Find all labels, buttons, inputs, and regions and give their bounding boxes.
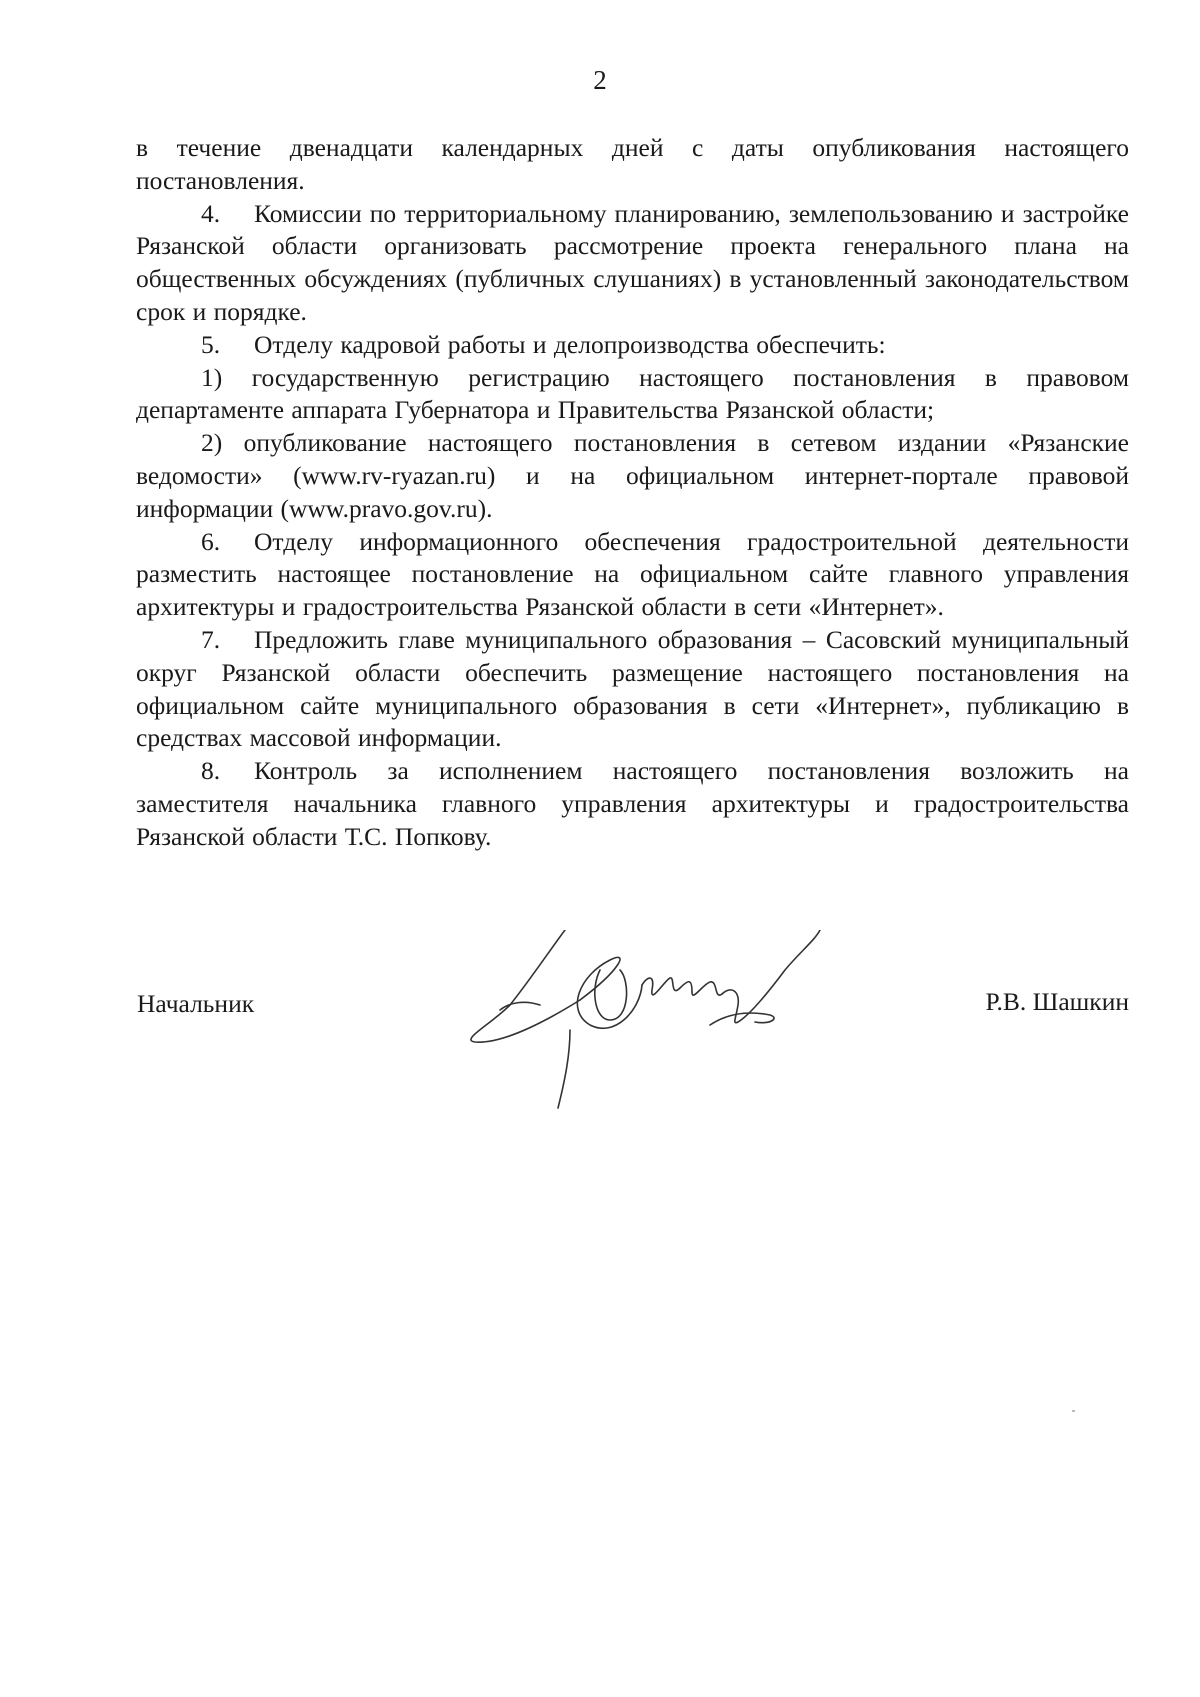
signatory-title: Начальник xyxy=(137,989,255,1018)
paragraph-8-number: 8. xyxy=(201,756,221,786)
paragraph-7-text: Предложить главе муниципального образования – Сасовский муниципальный округ Рязанской области обеспечить размещение настоящего постановления на официальном сайте муниципального образования в сети «Интернет», публикацию в средствах массовой информации. xyxy=(136,624,1129,753)
paragraph-7 xyxy=(136,624,1129,755)
page-number: 2 xyxy=(593,65,607,95)
scan-artifact xyxy=(1072,1410,1075,1412)
paragraph-8 xyxy=(136,755,1129,853)
paragraph-4-text: Комиссии по территориальному планированию, землепользованию и застройке Рязанской области организовать рассмотрение проекта генерального плана на общественных обсуждениях (публичных слушаниях) в установленный законодательством срок и порядке. xyxy=(136,198,1129,326)
paragraph-4-number: 4. xyxy=(201,198,221,228)
paragraph-5-item-1: 1) государственную регистрацию настоящего постановления в правовом департаменте аппарата Губернатора и Правительства Рязанской области; xyxy=(136,362,1129,425)
document-body xyxy=(136,132,1129,854)
paragraph-4 xyxy=(136,198,1129,329)
paragraph-5-number: 5. xyxy=(201,329,221,359)
handwritten-signature xyxy=(470,930,870,1110)
paragraph-6 xyxy=(136,526,1129,624)
paragraph-5-item-2: 2) опубликование настоящего постановления в сетевом издании «Рязанские ведомости» (www.rv-ryazan.ru) и на официальном интернет-портале правовой информации (www.pravo.gov.ru). xyxy=(136,428,1129,523)
paragraph-6-number: 6. xyxy=(201,526,221,556)
paragraph-5-text: Отделу кадровой работы и делопроизводства обеспечить: xyxy=(254,329,886,359)
paragraph-3-continuation: в течение двенадцати календарных дней с даты опубликования настоящего постановления. xyxy=(136,133,1129,195)
paragraph-5 xyxy=(136,329,1129,362)
paragraph-6-text: Отделу информационного обеспечения градостроительной деятельности разместить настоящее постановление на официальном сайте главного управления архитектуры и градостроительства Рязанской области в сети «Интернет». xyxy=(136,526,1129,622)
paragraph-8-text: Контроль за исполнением настоящего постановления возложить на заместителя начальника главного управления архитектуры и градостроительства Рязанской области Т.С. Попкову. xyxy=(136,756,1129,851)
signatory-name: Р.В. Шашкин xyxy=(985,987,1129,1016)
paragraph-7-number: 7. xyxy=(201,624,221,654)
